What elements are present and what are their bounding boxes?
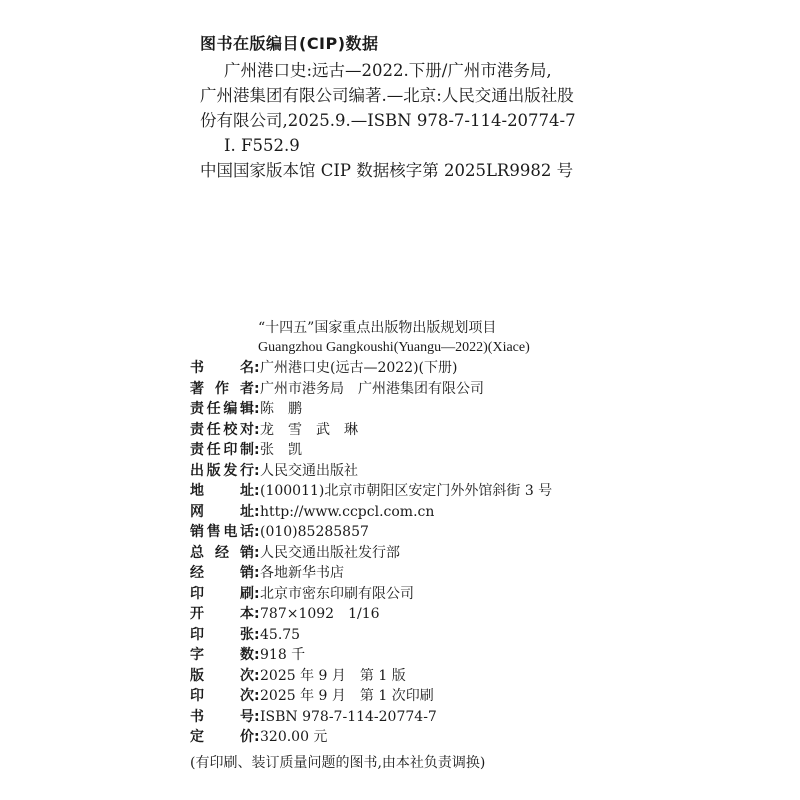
info-colon: : bbox=[254, 380, 260, 397]
cip-line: 广州港集团有限公司编著.—北京:人民交通出版社股 bbox=[200, 86, 574, 105]
info-value: 张 凯 bbox=[260, 442, 302, 458]
info-value: 龙 雪 武 琳 bbox=[260, 421, 358, 438]
info-row bbox=[190, 522, 552, 543]
info-colon: : bbox=[254, 544, 260, 561]
info-value: 广州市港务局 广州港集团有限公司 bbox=[260, 380, 484, 397]
info-label: 经 销 bbox=[190, 565, 254, 581]
info-row bbox=[190, 666, 552, 687]
info-label: 著 作 者 bbox=[190, 380, 254, 397]
info-colon: : bbox=[254, 667, 260, 684]
info-colon: : bbox=[254, 462, 260, 479]
info-row bbox=[190, 645, 552, 666]
info-colon: : bbox=[254, 708, 260, 725]
info-row bbox=[190, 543, 552, 564]
info-value: 918 千 bbox=[260, 647, 306, 663]
info-label: 地 址 bbox=[190, 483, 254, 499]
cip-record-number: 中国国家版本馆 CIP 数据核字第 2025LR9982 号 bbox=[200, 161, 574, 180]
info-value: (100011)北京市朝阳区安定门外外馆斜街 3 号 bbox=[260, 483, 553, 499]
info-row bbox=[190, 379, 552, 400]
info-colon: : bbox=[254, 606, 260, 622]
info-label: 责 任 印 制 bbox=[190, 442, 254, 458]
info-colon: : bbox=[254, 503, 260, 520]
info-colon: : bbox=[254, 360, 260, 376]
info-row bbox=[190, 481, 552, 502]
info-value: (010)85285857 bbox=[260, 524, 369, 540]
info-value: 陈 鹏 bbox=[260, 401, 302, 417]
info-row bbox=[190, 461, 552, 482]
info-value: 787×1092 1/16 bbox=[260, 606, 380, 622]
info-label: 书 号 bbox=[190, 708, 254, 725]
info-colon: : bbox=[254, 729, 260, 745]
info-colon: : bbox=[254, 421, 260, 438]
info-colon: : bbox=[254, 483, 260, 499]
info-value: 2025 年 9 月 第 1 次印刷 bbox=[260, 688, 434, 704]
info-label: 字 数 bbox=[190, 647, 254, 663]
info-colon: : bbox=[254, 647, 260, 663]
info-value: 北京市密东印刷有限公司 bbox=[260, 585, 414, 602]
info-row bbox=[190, 358, 552, 379]
info-value: 人民交通出版社 bbox=[260, 462, 358, 479]
info-row bbox=[190, 707, 552, 728]
info-label: 责 任 编 辑 bbox=[190, 401, 254, 417]
info-label: 印 次 bbox=[190, 688, 254, 704]
cip-line: 份有限公司,2025.9.—ISBN 978-7-114-20774-7 bbox=[200, 111, 576, 130]
project-block bbox=[258, 318, 530, 358]
info-value: 人民交通出版社发行部 bbox=[260, 544, 400, 561]
info-colon: : bbox=[254, 442, 260, 458]
info-value: 广州港口史(远古—2022)(下册) bbox=[260, 360, 458, 376]
info-row bbox=[190, 625, 552, 646]
info-label: 出 版 发 行 bbox=[190, 462, 254, 479]
info-value: 各地新华书店 bbox=[260, 565, 344, 581]
info-colon: : bbox=[254, 585, 260, 602]
info-row bbox=[190, 584, 552, 605]
info-row bbox=[190, 686, 552, 707]
quality-notice: (有印刷、装订质量问题的图书,由本社负责调换) bbox=[190, 755, 486, 771]
info-row bbox=[190, 502, 552, 523]
cip-line: 广州港口史:远古—2022.下册/广州市港务局, bbox=[224, 61, 552, 80]
info-label: 书 名 bbox=[190, 360, 254, 376]
info-row bbox=[190, 440, 552, 461]
info-label: 定 价 bbox=[190, 729, 254, 745]
cip-classification: Ⅰ. F552.9 bbox=[224, 136, 300, 155]
info-colon: : bbox=[254, 524, 260, 540]
info-label: 责 任 校 对 bbox=[190, 421, 254, 438]
info-colon: : bbox=[254, 626, 260, 643]
cip-title: 图书在版编目(CIP)数据 bbox=[200, 34, 379, 53]
info-row bbox=[190, 563, 552, 584]
info-label: 网 址 bbox=[190, 503, 254, 520]
project-name: “十四五”国家重点出版物出版规划项目 bbox=[258, 320, 497, 336]
info-row bbox=[190, 727, 552, 748]
info-value: ISBN 978-7-114-20774-7 bbox=[260, 708, 437, 725]
publication-info-table bbox=[190, 358, 552, 748]
info-colon: : bbox=[254, 401, 260, 417]
info-value: 320.00 元 bbox=[260, 729, 328, 745]
info-value: 45.75 bbox=[260, 626, 301, 643]
info-value: http://www.ccpcl.com.cn bbox=[260, 503, 435, 520]
info-value: 2025 年 9 月 第 1 版 bbox=[260, 667, 406, 684]
info-row bbox=[190, 604, 552, 625]
cip-record-block bbox=[200, 58, 600, 183]
title-pinyin: Guangzhou Gangkoushi(Yuangu—2022)(Xiace) bbox=[258, 340, 530, 355]
info-colon: : bbox=[254, 565, 260, 581]
info-label: 销 售 电 话 bbox=[190, 524, 254, 540]
info-row bbox=[190, 399, 552, 420]
info-label: 总 经 销 bbox=[190, 544, 254, 561]
info-colon: : bbox=[254, 688, 260, 704]
info-label: 开 本 bbox=[190, 606, 254, 622]
info-label: 印 张 bbox=[190, 626, 254, 643]
info-label: 印 刷 bbox=[190, 585, 254, 602]
info-label: 版 次 bbox=[190, 667, 254, 684]
info-row bbox=[190, 420, 552, 441]
